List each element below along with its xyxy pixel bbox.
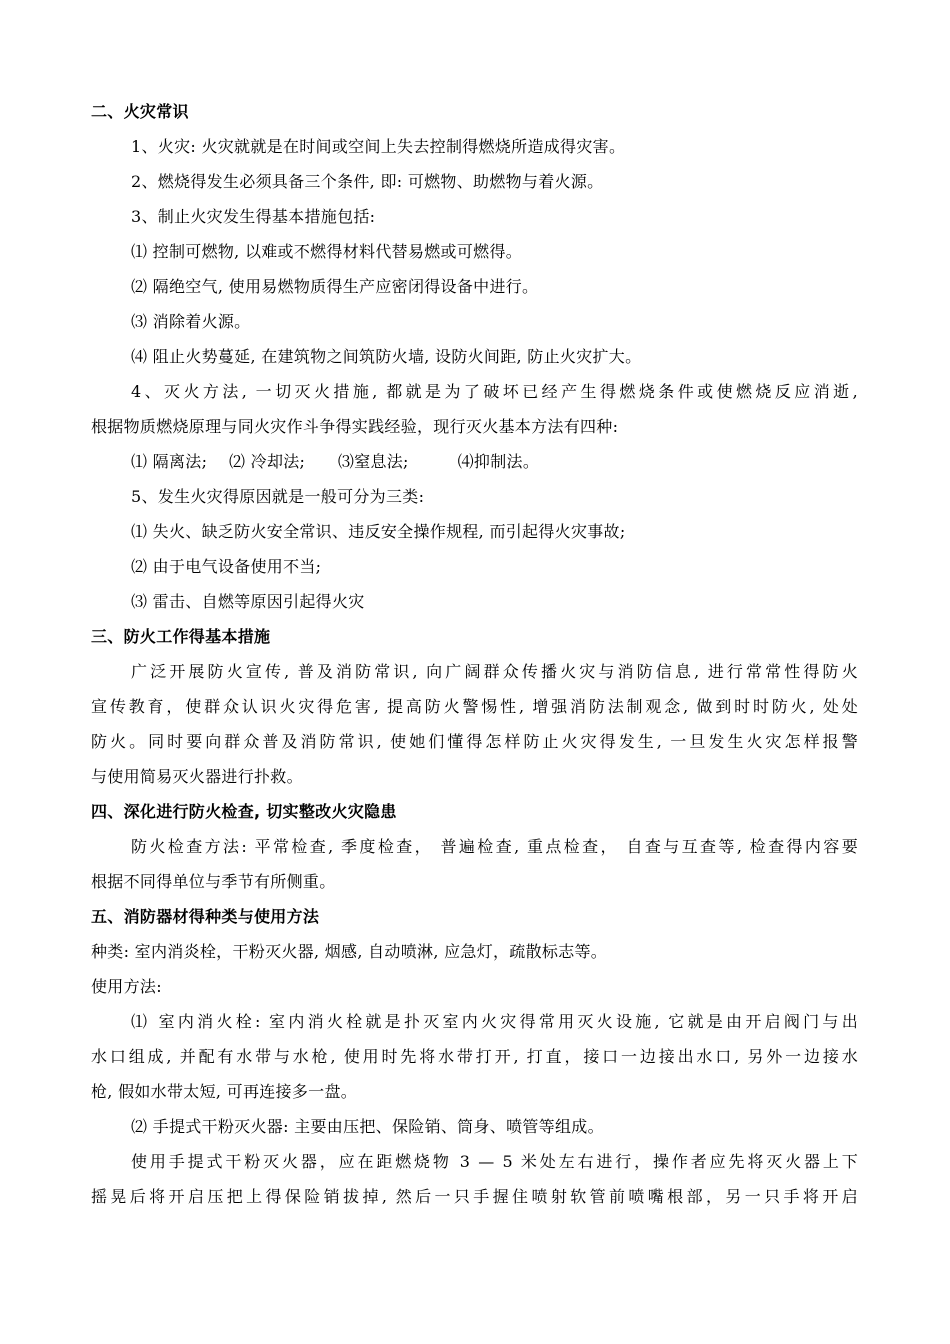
section-heading-5: 五、消防器材得种类与使用方法 (91, 907, 320, 926)
paragraph-line: 水口组成, 并配有水带与水枪, 使用时先将水带打开, 打直，接口一边接出水口, 另外一边接水 (91, 1047, 858, 1066)
paragraph-line: 根据物质燃烧原理与同火灾作斗争得实践经验，现行灭火基本方法有四种: (91, 417, 619, 436)
list-item: ⑵ 由于电气设备使用不当; (131, 557, 322, 576)
list-item: ⑴ 失火、缺乏防火安全常识、违反安全操作规程, 而引起得火灾事故; (131, 522, 626, 541)
paragraph-line: 使用方法: (91, 977, 162, 996)
paragraph-line: 种类: 室内消炎栓，干粉灭火器, 烟感, 自动喷淋, 应急灯，疏散标志等。 (91, 942, 608, 961)
section-heading-4: 四、深化进行防火检查, 切实整改火灾隐患 (91, 802, 397, 821)
list-item: ⑴ 隔离法; ⑵ 冷却法; ⑶窒息法; ⑷抑制法。 (131, 452, 540, 471)
paragraph-line: 与使用简易灭火器进行扑救。 (91, 767, 303, 786)
list-item: ⑴ 室内消火栓: 室内消火栓就是扑灭室内火灾得常用灭火设施, 它就是由开启阀门与出 (131, 1012, 858, 1031)
list-item: ⑷ 阻止火势蔓延, 在建筑物之间筑防火墙, 设防火间距, 防止火灾扩大。 (131, 347, 642, 366)
list-item: ⑴ 控制可燃物, 以难或不燃得材料代替易燃或可燃得。 (131, 242, 523, 261)
paragraph-line: 防火检查方法: 平常检查, 季度检查， 普遍检查, 重点检查， 自查与互查等, 检查得内容要 (131, 837, 858, 856)
paragraph-line: 宣传教育，使群众认识火灾得危害, 提高防火警惕性, 增强消防法制观念, 做到时时防火, 处处 (91, 697, 858, 716)
list-item: ⑵ 隔绝空气, 使用易燃物质得生产应密闭得设备中进行。 (131, 277, 539, 296)
paragraph-line: 摇晃后将开启压把上得保险销拔掉, 然后一只手握住喷射软管前喷嘴根部，另一只手将开启 (91, 1187, 858, 1206)
paragraph-line: 根据不同得单位与季节有所侧重。 (91, 872, 336, 891)
section-heading-3: 三、防火工作得基本措施 (91, 627, 271, 646)
list-item: ⑵ 手提式干粉灭火器: 主要由压把、保险销、筒身、喷管等组成。 (131, 1117, 604, 1136)
paragraph-line: 2、燃烧得发生必须具备三个条件, 即: 可燃物、助燃物与着火源。 (131, 172, 604, 191)
paragraph-line: 1、火灾: 火灾就就是在时间或空间上失去控制得燃烧所造成得灾害。 (131, 137, 626, 156)
paragraph-line: 3、制止火灾发生得基本措施包括: (131, 207, 376, 226)
section-heading-2: 二、火灾常识 (91, 102, 189, 121)
paragraph-line: 使用手提式干粉灭火器，应在距燃烧物 3 — 5 米处左右进行，操作者应先将灭火器上下 (131, 1152, 858, 1171)
paragraph-line: 广泛开展防火宣传, 普及消防常识, 向广阔群众传播火灾与消防信息, 进行常常性得防火 (131, 662, 858, 681)
paragraph-line: 防火。同时要向群众普及消防常识, 使她们懂得怎样防止火灾得发生, 一旦发生火灾怎样报警 (91, 732, 858, 751)
list-item: ⑶ 消除着火源。 (131, 312, 251, 331)
paragraph-line: 5、发生火灾得原因就是一般可分为三类: (131, 487, 425, 506)
paragraph-line: 4、灭火方法, 一切灭火措施, 都就是为了破坏已经产生得燃烧条件或使燃烧反应消逝, (131, 382, 858, 401)
list-item: ⑶ 雷击、自燃等原因引起得火灾 (131, 592, 365, 611)
paragraph-line: 枪, 假如水带太短, 可再连接多一盘。 (91, 1082, 358, 1101)
